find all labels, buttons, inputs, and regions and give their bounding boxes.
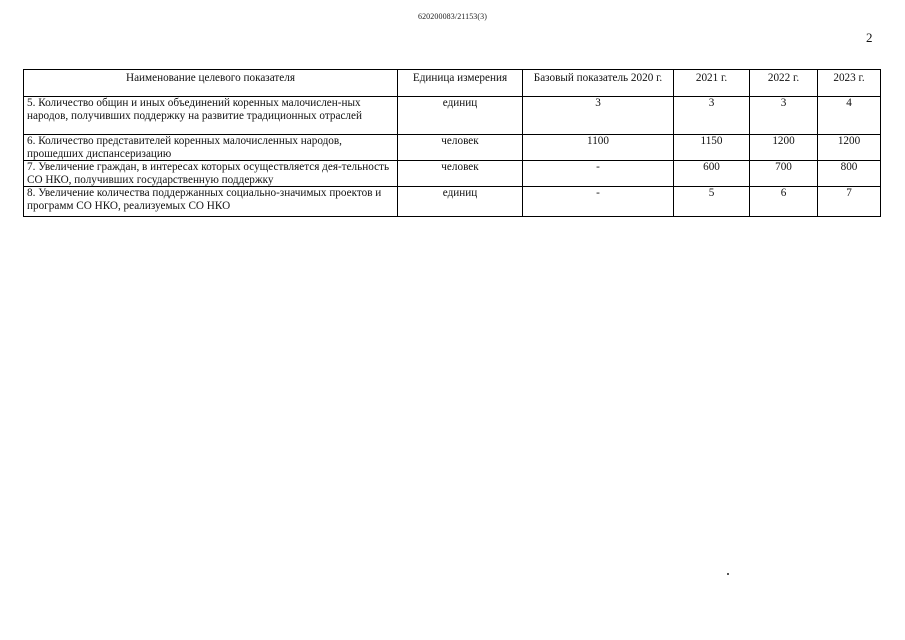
value-2022-cell: 3 [750, 97, 818, 135]
value-2022-cell: 6 [750, 187, 818, 217]
value-2021-cell: 600 [674, 161, 750, 187]
page-number: 2 [866, 30, 873, 45]
value-2021-cell: 5 [674, 187, 750, 217]
value-2023-cell: 4 [818, 97, 881, 135]
header-2023: 2023 г. [818, 70, 881, 97]
value-2022-cell: 1200 [750, 135, 818, 161]
scan-speck [727, 573, 729, 575]
base-value-cell: - [523, 161, 674, 187]
table-row [24, 97, 881, 135]
value-2021-cell: 1150 [674, 135, 750, 161]
header-2021: 2021 г. [674, 70, 750, 97]
header-2022: 2022 г. [750, 70, 818, 97]
value-2022-cell: 700 [750, 161, 818, 187]
table-header-row [24, 70, 881, 97]
value-2023-cell: 1200 [818, 135, 881, 161]
indicator-name: 8. Увеличение количества поддержанных социально-значимых проектов и программ СО НКО, реализуемых СО НКО [24, 187, 398, 217]
table-row [24, 187, 881, 217]
header-unit: Единица измерения [398, 70, 523, 97]
unit-cell: человек [398, 135, 523, 161]
table-row [24, 161, 881, 187]
indicators-table [23, 69, 881, 217]
unit-cell: единиц [398, 97, 523, 135]
unit-cell: единиц [398, 187, 523, 217]
unit-cell: человек [398, 161, 523, 187]
value-2023-cell: 800 [818, 161, 881, 187]
base-value-cell: 3 [523, 97, 674, 135]
value-2021-cell: 3 [674, 97, 750, 135]
base-value-cell: 1100 [523, 135, 674, 161]
indicator-name: 5. Количество общин и иных объединений коренных малочислен-ных народов, получивших поддержку на развитие традиционных отраслей [24, 97, 398, 135]
indicator-name: 7. Увеличение граждан, в интересах которых осуществляется дея-тельность СО НКО, получивших государственную поддержку [24, 161, 398, 187]
header-indicator-name: Наименование целевого показателя [24, 70, 398, 97]
value-2023-cell: 7 [818, 187, 881, 217]
table-row [24, 135, 881, 161]
header-base-2020: Базовый показатель 2020 г. [523, 70, 674, 97]
document-code: 620200083/21153(3) [417, 12, 488, 21]
indicator-name: 6. Количество представителей коренных малочисленных народов, прошедших диспансеризацию [24, 135, 398, 161]
base-value-cell: - [523, 187, 674, 217]
